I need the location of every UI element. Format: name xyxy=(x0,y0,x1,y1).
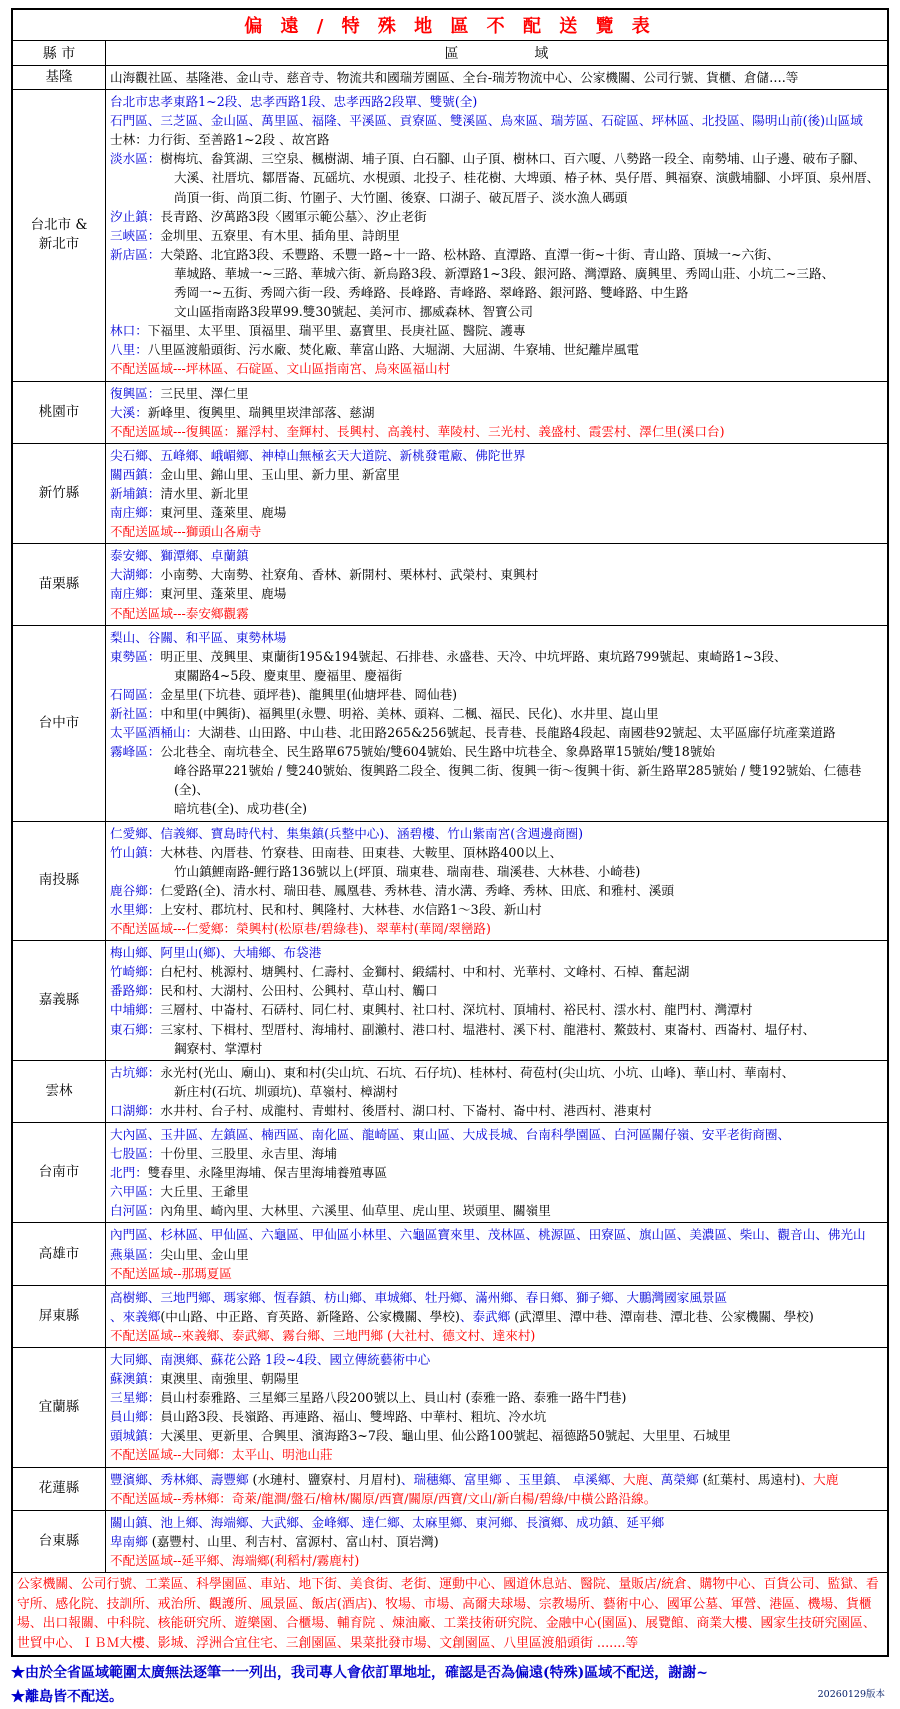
text-segment: 不配送區域---泰安鄉觀霧 xyxy=(110,605,249,621)
text-segment: 台北市忠孝東路1~2段、忠孝西路1段、忠孝西路2段單、雙號(全) xyxy=(110,94,478,110)
text-segment: 內門區、杉林區、甲仙區、六龜區、甲仙區小林里、六龜區寶來里、茂林區、桃源區、田寮區、旗山區、美濃區、柴山、觀音山、佛光山 xyxy=(110,1227,866,1243)
text-segment: 復興區： xyxy=(110,385,161,401)
table-row xyxy=(12,1285,888,1347)
county-cell: 雲林 xyxy=(12,1060,106,1122)
county-cell: 台南市 xyxy=(12,1122,106,1222)
region-cell xyxy=(106,821,889,941)
region-line xyxy=(110,1039,883,1058)
text-segment: 不配送區域--那瑪夏區 xyxy=(110,1265,232,1281)
text-segment: 石岡區： xyxy=(110,686,161,702)
region-line xyxy=(110,604,883,623)
region-line xyxy=(110,799,883,818)
text-segment: 仁愛鄉、信義鄉、寶島時代村、集集鎮(兵整中心)、涵碧樓、竹山紫南宮(含週邊商圈) xyxy=(110,825,584,841)
region-line xyxy=(110,943,883,962)
text-segment: 北門： xyxy=(110,1165,148,1181)
text-segment: 燕巢區： xyxy=(110,1246,161,1262)
region-line xyxy=(110,546,883,565)
table-row xyxy=(12,90,888,381)
county-cell: 嘉義縣 xyxy=(12,941,106,1061)
text-segment: 華城路、華城一~三路、華城六街、新烏路3段、新潭路1~3段、銀河路、灣潭路、廣興里、秀岡山莊、小坑二~三路、 xyxy=(174,265,835,281)
table-row xyxy=(12,1510,888,1572)
text-segment: 內角里、崎內里、大林里、六溪里、仙草里、虎山里、崁頭里、關嶺里 xyxy=(160,1203,551,1219)
text-segment: 三民里、澤仁里 xyxy=(160,385,249,401)
text-segment: 淡水區： xyxy=(110,151,161,167)
text-segment: 番路鄉： xyxy=(110,983,161,999)
text-segment: 金圳里、五寮里、有木里、插角里、詩朗里 xyxy=(160,227,400,243)
region-line xyxy=(110,666,883,685)
text-segment: 、瑞穗鄉、富里鄉 、玉里鎮、 卓溪鄉 xyxy=(400,1471,611,1487)
region-cell xyxy=(106,1060,889,1122)
text-segment: 、泰武鄉 xyxy=(459,1308,515,1324)
county-cell: 台東縣 xyxy=(12,1510,106,1572)
region-cell xyxy=(106,90,889,381)
text-segment: 永光村(光山、廟山)、東和村(尖山坑、石坑、石仔坑)、桂林村、荷苞村(尖山坑、小坑、山峰)、華山村、華南村、 xyxy=(160,1064,795,1080)
region-line xyxy=(110,1082,883,1101)
text-segment: 竹崎鄉： xyxy=(110,964,161,980)
region-line xyxy=(110,1020,883,1039)
text-segment: 八里區渡船頭街、污水廠、焚化廠、華富山路、大堀湖、大屈湖、牛寮埔、世紀離岸風電 xyxy=(147,342,639,358)
table-row xyxy=(12,1348,888,1468)
region-line xyxy=(110,824,883,843)
region-line xyxy=(110,962,883,981)
region-line xyxy=(110,1513,883,1532)
region-line xyxy=(110,168,883,187)
text-segment: 鹿谷鄉： xyxy=(110,882,161,898)
text-segment: 東石鄉： xyxy=(110,1021,161,1037)
text-segment: 三層村、中崙村、石硦村、同仁村、東興村、社口村、深坑村、頂埔村、裕民村、澐水村、龍門村、灣潭村 xyxy=(160,1002,753,1018)
footer-text: 公家機關、公司行號、工業區、科學園區、車站、地下街、美食街、老街、運動中心、國道休息站、醫院、量販店/統倉、購物中心、百貨公司、監獄、看守所、感化院、技訓所、戒治所、觀護所、風景區、飯店(酒店)、牧場、市場、高爾夫球場、宗教場所、藝術中心、國軍公墓、軍營、港區、機場、貨櫃場、出口報關、中科院、核能研究所、遊樂園、合櫃場、輔育院 、煉油廠、工業技術研究院、金融中心(園區)、展覽館、商業大樓、國家生技研究園區、世貿中心、ＩＢＭ大樓、影城、浮洲合宜住宅、三創園區、果菜批發市場、文創園區、八里區渡船頭街 .......等 xyxy=(12,1573,888,1657)
text-segment: (嘉豐村、山里、利吉村、富源村、富山村、頂岩灣) xyxy=(151,1533,439,1549)
region-cell xyxy=(106,1348,889,1468)
county-cell: 基隆 xyxy=(12,66,106,90)
region-line xyxy=(110,1350,883,1369)
text-segment: 士林：力行街、至善路1~2段 、故宮路 xyxy=(110,132,330,148)
text-segment: 新店區： xyxy=(110,246,161,262)
region-line xyxy=(110,188,883,207)
region-line xyxy=(110,403,883,422)
text-segment: 水井村、台子村、成龍村、青蚶村、後厝村、湖口村、下崙村、崙中村、港西村、港東村 xyxy=(160,1102,652,1118)
region-line xyxy=(110,565,883,584)
region-cell xyxy=(106,1122,889,1222)
text-segment: 大溪里、更新里、合興里、濱海路3~7段、龜山里、仙公路100號起、福德路50號起、大里里、石城里 xyxy=(160,1428,731,1444)
table-row xyxy=(12,1060,888,1122)
text-segment: (紅葉村、馬遠村) xyxy=(702,1471,801,1487)
text-segment: 梨山、谷關、和平區、東勢林場 xyxy=(110,629,287,645)
region-line xyxy=(110,843,883,862)
text-segment: 清水里、新北里 xyxy=(160,485,249,501)
region-line xyxy=(110,1470,883,1489)
title-row xyxy=(12,9,888,41)
text-segment: 、大鹿 xyxy=(610,1471,649,1487)
region-cell xyxy=(106,1510,889,1572)
text-segment: 太平區酒桶山： xyxy=(110,725,199,741)
text-segment: 高樹鄉、三地門鄉、瑪家鄉、恆春鎮、枋山鄉、車城鄉、牡丹鄉、滿州鄉、春日鄉、獅子鄉、大鵬灣國家風景區 xyxy=(110,1289,728,1305)
region-line xyxy=(110,503,883,522)
text-segment: 新埔鎮： xyxy=(110,485,161,501)
county-cell: 苗栗縣 xyxy=(12,544,106,625)
region-line xyxy=(110,422,883,441)
text-segment: 三星鄉： xyxy=(110,1390,161,1406)
region-cell xyxy=(106,1467,889,1510)
note-islands: ★離島皆不配送。 xyxy=(11,1689,123,1706)
county-cell: 花蓮縣 xyxy=(12,1467,106,1510)
region-line xyxy=(110,465,883,484)
region-line xyxy=(110,900,883,919)
region-line xyxy=(110,1101,883,1120)
text-segment: 關山鎮、池上鄉、海端鄉、大武鄉、金峰鄉、達仁鄉、太麻里鄉、東河鄉、長濱鄉、成功鎮、延平鄉 xyxy=(110,1514,665,1530)
text-segment: 不配送區域---復興區：羅浮村、奎輝村、長興村、高義村、華陵村、三光村、義盛村、霞雲村、澤仁里(溪口台) xyxy=(110,423,725,439)
region-line xyxy=(110,446,883,465)
region-line xyxy=(110,1201,883,1220)
region-line xyxy=(110,264,883,283)
county-cell: 高雄市 xyxy=(12,1223,106,1285)
text-segment: 大湖巷、山田路、中山巷、北田路265&256號起、長青巷、長龍路4段起、南國巷92號起、太平區廍仔坑產業道路 xyxy=(198,725,836,741)
table-row xyxy=(12,544,888,625)
text-segment: 石門區、三芝區、金山區、萬里區、福隆、平溪區、貢寮區、雙溪區、烏來區、瑞芳區、石碇區、坪林區、北投區、陽明山前(後)山區域 xyxy=(110,113,863,129)
region-line xyxy=(110,68,883,87)
county-cell: 桃園市 xyxy=(12,381,106,443)
note-coverage: ★由於全省區域範圍太廣無法逐筆一一列出，我司專人會依訂單地址，確認是否為偏遠(特殊)區域不配送，謝謝~ xyxy=(11,1665,708,1682)
region-cell xyxy=(106,1285,889,1347)
table-row xyxy=(12,941,888,1061)
text-segment: 峰谷路單221號始 / 雙240號始、復興路二段全、復興二街、復興一街～復興十街、新生路單285號始 / 雙192號始、仁德巷(全)、 xyxy=(174,763,862,798)
text-segment: 梅山鄉、阿里山(鄉)、大埔鄉、布袋港 xyxy=(110,945,322,961)
region-line xyxy=(110,226,883,245)
text-segment: 東河里、蓬萊里、鹿場 xyxy=(160,586,287,602)
region-cell xyxy=(106,443,889,543)
region-line xyxy=(110,742,883,761)
table-row xyxy=(12,625,888,821)
delivery-exclusion-sheet xyxy=(11,8,889,1709)
region-line xyxy=(110,207,883,226)
bottom-notes xyxy=(11,1661,889,1709)
text-segment: 新社區： xyxy=(110,706,161,721)
table-row xyxy=(12,381,888,443)
region-header: 區 域 xyxy=(106,41,889,66)
text-segment: 下福里、太平里、頂福里、瑞平里、嘉寶里、長庚社區、醫院、護專 xyxy=(147,323,526,339)
region-line xyxy=(110,1182,883,1201)
region-line xyxy=(110,111,883,130)
text-segment: 不配送區域---獅頭山各廟寺 xyxy=(110,524,262,540)
text-segment: 豐濱鄉、秀林鄉、壽豐鄉 xyxy=(110,1471,253,1487)
text-segment: 蘇澳鎮： xyxy=(110,1371,161,1387)
text-segment: 小南勢、大南勢、社寮角、香林、新開村、栗林村、武榮村、東興村 xyxy=(160,567,539,583)
county-cell: 宜蘭縣 xyxy=(12,1348,106,1468)
text-segment: 大溪： xyxy=(110,404,148,420)
region-line xyxy=(110,1125,883,1144)
region-line xyxy=(110,149,883,168)
text-segment: 關西鎮： xyxy=(110,466,161,482)
region-line xyxy=(110,761,883,799)
text-segment: 泰安鄉、獅潭鄉、卓蘭鎮 xyxy=(110,548,249,564)
table-row xyxy=(12,443,888,543)
text-segment: 仁愛路(全)、清水村、瑞田巷、鳳凰巷、秀林巷、清水溝、秀峰、秀林、田底、和雅村、溪頭 xyxy=(160,882,674,898)
county-cell: 台北市 & 新北市 xyxy=(12,90,106,381)
county-cell: 台中市 xyxy=(12,625,106,821)
text-segment: 汐止鎮： xyxy=(110,208,161,224)
text-segment: 暗坑巷(全)、成功巷(全) xyxy=(174,801,307,817)
table-row xyxy=(12,1223,888,1285)
text-segment: 不配送區域--延平鄉、海端鄉(利稻村/霧鹿村) xyxy=(110,1552,360,1568)
region-line xyxy=(110,1388,883,1407)
text-segment: 東勢區： xyxy=(110,648,161,664)
text-segment: 白河區： xyxy=(110,1203,161,1219)
text-segment: 卑南鄉 xyxy=(110,1533,152,1549)
region-line xyxy=(110,1063,883,1082)
region-line xyxy=(110,1288,883,1307)
text-segment: 不配送區域--來義鄉、泰武鄉、霧台鄉、三地門鄉 (大社村、德文村、達來村) xyxy=(110,1327,536,1343)
region-line xyxy=(110,584,883,603)
region-line xyxy=(110,1532,883,1551)
region-cell xyxy=(106,1223,889,1285)
text-segment: 大溪、社厝坑、鄒厝崙、瓦磘坑、水梘頭、北投子、桂花樹、大埤頭、椿子林、吳仔厝、興福寮、演戲埔腳、小坪頂、泉州厝、 xyxy=(174,170,880,186)
text-segment: 鋼寮村、掌潭村 xyxy=(174,1040,263,1056)
text-segment: 公北巷全、南坑巷全、民生路單675號始/雙604號始、民生路中坑巷全、象鼻路單15號始/雙18號始 xyxy=(160,744,715,760)
text-segment: 三家村、下楫村、型厝村、海埔村、副瀨村、港口村、塭港村、溪下村、龍港村、鰲鼓村、東崙村、西崙村、塭仔村、 xyxy=(160,1021,816,1037)
text-segment: 員山鄉： xyxy=(110,1409,161,1425)
region-line xyxy=(110,1407,883,1426)
text-segment: 大內區、玉井區、左鎮區、楠西區、南化區、龍崎區、東山區、大成長城、台南科學園區、白河區關仔嶺、安平老街商圈、 xyxy=(110,1126,791,1142)
text-segment: 尚頂一街、尚頂二街、竹圍子、大竹圍、後寮、口湖子、破瓦厝子、淡水漁人碼頭 xyxy=(174,189,628,205)
text-segment: 南庄鄉： xyxy=(110,586,161,602)
table-row xyxy=(12,1122,888,1222)
county-header: 縣 市 xyxy=(12,41,106,66)
table-row xyxy=(12,821,888,941)
region-line xyxy=(110,862,883,881)
region-cell xyxy=(106,66,889,90)
region-line xyxy=(110,130,883,149)
text-segment: 大湖鄉： xyxy=(110,567,161,583)
text-segment: 明正里、茂興里、東蘭街195&194號起、石排巷、永盛巷、天冷、中坑坪路、東坑路799號起、東崎路1~3段、 xyxy=(160,648,787,664)
text-segment: 新峰里、復興里、瑞興里崁津部落、慈湖 xyxy=(147,404,375,420)
text-segment: 不配送區域--秀林鄉：奇萊/龍澗/盤石/檜林/關原/西寶/關原/西寶/文山/新白楊/碧綠/中橫公路沿線。 xyxy=(110,1490,657,1506)
page-title: 偏 遠 / 特 殊 地 區 不 配 送 覽 表 xyxy=(244,16,656,37)
region-line xyxy=(110,321,883,340)
text-segment: 員山路3段、長嶺路、再連路、福山、雙埤路、中華村、粗坑、冷水坑 xyxy=(160,1409,547,1425)
text-segment: 古坑鄉： xyxy=(110,1064,161,1080)
exclusion-table xyxy=(11,8,889,1657)
text-segment: 南庄鄉： xyxy=(110,505,161,521)
text-segment: 、萬榮鄉 xyxy=(648,1471,703,1487)
region-line xyxy=(110,647,883,666)
text-segment: 不配送區域---仁愛鄉：榮興村(松原巷/碧綠巷)、翠華村(華岡/翠巒路) xyxy=(110,921,491,937)
region-line xyxy=(110,1489,883,1508)
text-segment: 八里： xyxy=(110,342,148,358)
text-segment: 、大鹿 xyxy=(800,1471,839,1487)
text-segment: (中山路、中正路、育英路、新隆路、公家機關、學校) xyxy=(160,1308,460,1324)
text-segment: 金山里、錦山里、玉山里、新力里、新富里 xyxy=(160,466,400,482)
region-line xyxy=(110,1163,883,1182)
region-line xyxy=(110,704,883,723)
region-line xyxy=(110,522,883,541)
text-segment: 樹梅坑、畚箕湖、三空泉、楓樹湖、埔子頂、白石腳、山子頂、樹林口、百六嗄、八勢路一段全、南勢埔、山子邊、破布子腳、 xyxy=(160,151,866,167)
text-segment: 民和村、大湖村、公田村、公興村、草山村、觸口 xyxy=(160,983,438,999)
text-segment: 大榮路、北宜路3段、禾豐路、禾豐一路~十一路、松林路、直潭路、直潭一街~十街、青山路、頂城一~六街、 xyxy=(160,246,780,262)
text-segment: 、來義鄉 xyxy=(110,1308,161,1324)
region-line xyxy=(110,723,883,742)
text-segment: 山海觀社區、基隆港、金山寺、慈音寺、物流共和國瑞芳園區、全台-瑞芳物流中心、公家機關、公司行號、貨櫃、倉儲….等 xyxy=(110,70,799,85)
text-segment: 員山村泰雅路、三星鄉三星路八段200號以上、員山村 (泰雅一路、泰雅一路牛鬥巷) xyxy=(160,1390,627,1406)
text-segment: 東澳里、南強里、朝陽里 xyxy=(160,1371,299,1387)
text-segment: (武潭里、潭中巷、潭南巷、潭北巷、公家機關、學校) xyxy=(514,1308,814,1324)
text-segment: 新庄村(石坑、圳頭坑)、草嶺村、樟湖村 xyxy=(174,1083,398,1099)
text-segment: 白杞村、桃源村、塘興村、仁壽村、金獅村、緞繻村、中和村、光華村、文峰村、石棹、奮起湖 xyxy=(160,964,690,980)
region-line xyxy=(110,919,883,938)
region-line xyxy=(110,92,883,111)
region-line xyxy=(110,628,883,647)
text-segment: (水璉村、鹽寮村、月眉村) xyxy=(252,1471,401,1487)
text-segment: 水里鄉： xyxy=(110,901,161,917)
text-segment: 十份里、三股里、永吉里、海埔 xyxy=(160,1146,337,1162)
region-cell xyxy=(106,381,889,443)
text-segment: 東河里、蓬萊里、鹿場 xyxy=(160,505,287,521)
county-cell: 屏東縣 xyxy=(12,1285,106,1347)
region-line xyxy=(110,1426,883,1445)
text-segment: 不配送區域--大同鄉：太平山、明池山莊 xyxy=(110,1447,333,1463)
text-segment: 上安村、郡坑村、民和村、興隆村、大林巷、水信路1～3段、新山村 xyxy=(160,901,542,917)
text-segment: 中和里(中興街)、福興里(永豐、明裕、美林、頭嵙、二楓、福民、民化)、水井里、崑山里 xyxy=(160,706,659,721)
region-line xyxy=(110,1369,883,1388)
text-segment: 竹山鎮： xyxy=(110,844,161,860)
region-line xyxy=(110,685,883,704)
header-row xyxy=(12,41,888,66)
text-segment: 三峽區： xyxy=(110,227,161,243)
region-line xyxy=(110,1264,883,1283)
text-segment: 不配送區域---坪林區、石碇區、文山區指南宮、烏來區福山村 xyxy=(110,361,451,377)
region-line xyxy=(110,1144,883,1163)
region-line xyxy=(110,1551,883,1570)
text-segment: 大林巷、內厝巷、竹寮巷、田南巷、田東巷、大鞍里、頂林路400以上、 xyxy=(160,844,563,860)
text-segment: 霧峰區： xyxy=(110,744,161,760)
text-segment: 大丘里、王爺里 xyxy=(160,1184,249,1200)
region-line xyxy=(110,1000,883,1019)
region-cell xyxy=(106,544,889,625)
text-segment: 口湖鄉： xyxy=(110,1102,161,1118)
text-segment: 東關路4~5段、慶東里、慶福里、慶福街 xyxy=(174,667,403,683)
region-line xyxy=(110,1445,883,1464)
text-segment: 六甲區： xyxy=(110,1184,161,1200)
region-line xyxy=(110,283,883,302)
region-line xyxy=(110,1307,883,1326)
region-cell xyxy=(106,941,889,1061)
text-segment: 大同鄉、南澳鄉、蘇花公路 1段~4段、國立傳統藝術中心 xyxy=(110,1352,431,1367)
region-line xyxy=(110,1326,883,1345)
text-segment: 林口： xyxy=(110,323,148,339)
region-cell xyxy=(106,625,889,821)
table-row xyxy=(12,1467,888,1510)
region-line xyxy=(110,340,883,359)
county-cell: 新竹縣 xyxy=(12,443,106,543)
region-line xyxy=(110,302,883,321)
region-line xyxy=(110,1245,883,1264)
region-line xyxy=(110,384,883,403)
region-line xyxy=(110,484,883,503)
county-cell: 南投縣 xyxy=(12,821,106,941)
text-segment: 秀岡一~五街、秀岡六街一段、秀峰路、長峰路、青峰路、翠峰路、銀河路、雙峰路、中生路 xyxy=(174,285,689,301)
version-label: 20260129版本 xyxy=(817,1689,885,1701)
text-segment: 中埔鄉： xyxy=(110,1002,161,1018)
text-segment: 長青路、汐萬路3段〈國軍示範公墓〉、汐止老街 xyxy=(160,208,427,224)
text-segment: 尖山里、金山里 xyxy=(160,1246,249,1262)
region-line xyxy=(110,1225,883,1244)
table-row xyxy=(12,66,888,90)
region-line xyxy=(110,981,883,1000)
text-segment: 尖石鄉、五峰鄉、峨嵋鄉、神棹山無極玄天大道院、新桃發電廠、佛陀世界 xyxy=(110,447,526,463)
text-segment: 文山區指南路3段單99.雙30號起、美河市、挪威森林、智寶公司 xyxy=(174,304,533,320)
footer-row xyxy=(12,1573,888,1657)
text-segment: 金星里(下坑巷、頭坪巷)、龍興里(仙塘坪巷、岡仙巷) xyxy=(160,686,458,702)
text-segment: 頭城鎮： xyxy=(110,1428,161,1444)
text-segment: 雙春里、永隆里海埔、保吉里海埔養殖專區 xyxy=(147,1165,388,1181)
text-segment: 七股區： xyxy=(110,1146,161,1162)
region-line xyxy=(110,881,883,900)
text-segment: 竹山鎮鯉南路-鯉行路136號以上(坪頂、瑞東巷、瑞南巷、瑞溪巷、大林巷、小崎巷) xyxy=(174,863,641,879)
region-line xyxy=(110,359,883,378)
region-line xyxy=(110,245,883,264)
